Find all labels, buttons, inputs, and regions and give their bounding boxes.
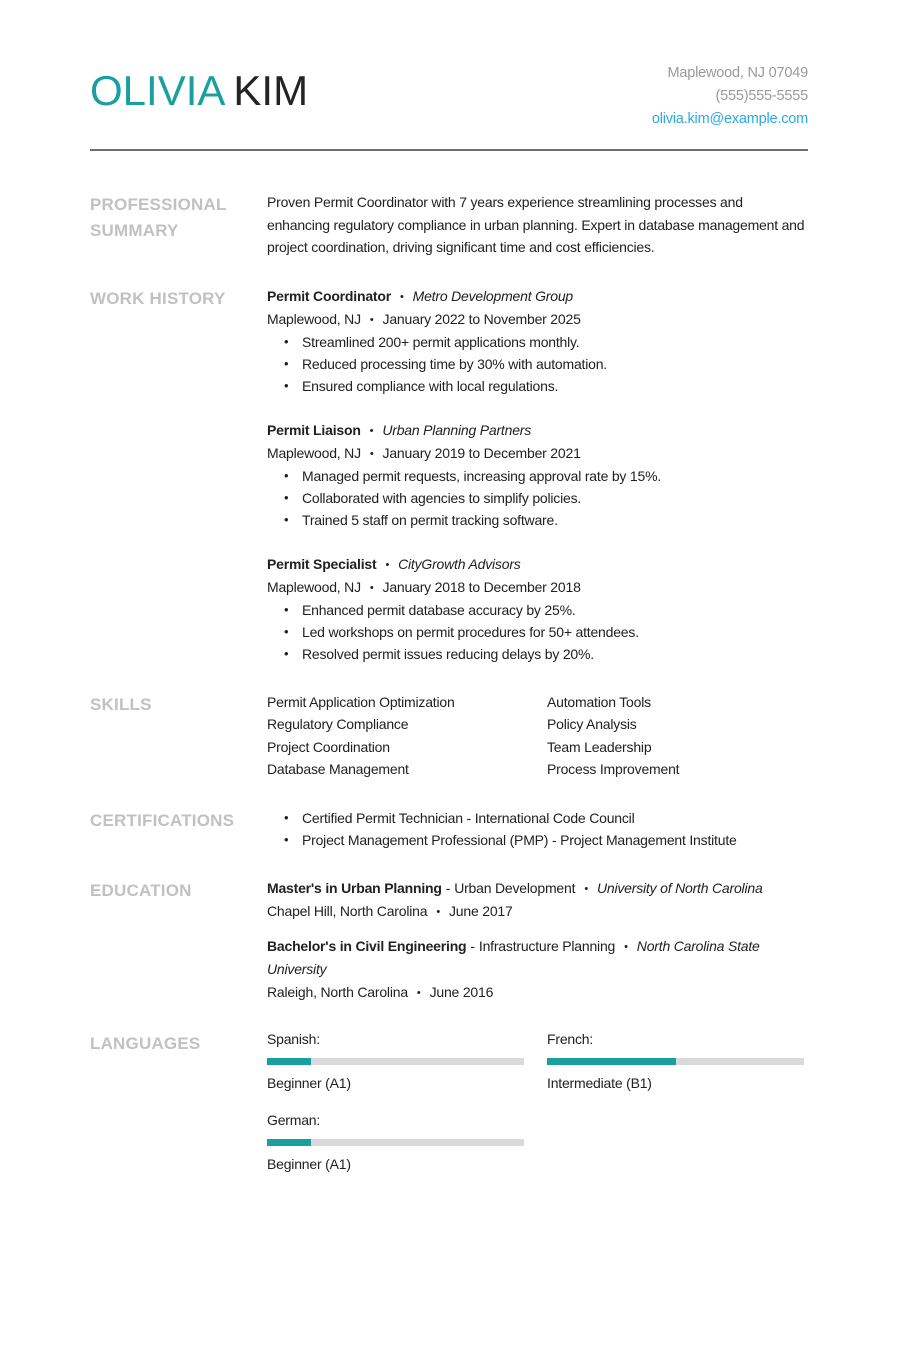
bullet-icon: • (284, 489, 289, 505)
language-level: Intermediate (B1) (547, 1075, 652, 1091)
skills-column-2 (547, 691, 808, 781)
education-entry (267, 935, 808, 1005)
job-location: Maplewood, NJ (267, 578, 361, 595)
contact-email-link[interactable]: olivia.kim@example.com (651, 111, 808, 127)
dot-separator: • (385, 558, 390, 571)
job-bullet (267, 375, 808, 397)
hyphen-separator: - (445, 879, 451, 896)
school-location: Chapel Hill, North Carolina (267, 903, 428, 919)
language-name: German: (267, 1112, 321, 1128)
section-label-work: WORK HISTORY (90, 288, 226, 308)
certification-text: Project Management Professional (PMP) - Project Management Institute (302, 831, 737, 848)
job-location: Maplewood, NJ (267, 444, 361, 461)
job-title: Permit Specialist (267, 555, 377, 572)
bullet-text: Streamlined 200+ permit applications monthly. (302, 333, 580, 350)
skills-grid (267, 691, 808, 781)
skill-item: Policy Analysis (547, 716, 637, 732)
bullet-text: Managed permit requests, increasing approval rate by 15%. (302, 467, 662, 484)
job-location: Maplewood, NJ (267, 310, 361, 327)
job-bullet (267, 465, 808, 487)
bullet-icon: • (284, 623, 289, 639)
dot-separator: • (369, 424, 374, 437)
field-of-study: Infrastructure Planning (478, 937, 616, 954)
job-company: CityGrowth Advisors (398, 555, 521, 572)
bullet-text: Led workshops on permit procedures for 50+ attendees. (302, 623, 639, 640)
job-bullet (267, 353, 808, 375)
bullet-icon: • (284, 601, 289, 617)
bullet-text: Trained 5 staff on permit tracking software. (302, 511, 558, 528)
job-entry (267, 553, 808, 665)
skill-item: Permit Application Optimization (267, 693, 455, 710)
language-name: French: (547, 1031, 594, 1047)
school: North Carolina State University (267, 937, 760, 977)
last-name: KIM (233, 67, 309, 114)
dot-separator: • (369, 313, 374, 326)
language-progress-bar (547, 1058, 804, 1065)
job-bullet (267, 509, 808, 531)
bullet-icon: • (284, 467, 289, 483)
section-education (90, 877, 808, 1005)
section-label-summary: PROFESSIONAL SUMMARY (90, 195, 227, 240)
dot-separator: • (436, 906, 440, 918)
bullet-icon: • (284, 377, 289, 393)
bullet-text: Ensured compliance with local regulations. (302, 377, 559, 394)
job-bullet (267, 331, 808, 353)
dot-separator: • (369, 447, 374, 460)
skill-item: Regulatory Compliance (267, 716, 409, 732)
resume-header (90, 60, 808, 131)
skill-item: Process Improvement (547, 761, 680, 777)
bullet-text: Resolved permit issues reducing delays by 20%. (302, 645, 594, 662)
section-label-languages: LANGUAGES (90, 1034, 201, 1053)
field-of-study: Urban Development (454, 879, 576, 896)
bullet-icon: • (284, 645, 289, 661)
section-work-history (90, 285, 808, 665)
job-entry (267, 419, 808, 531)
section-label-certifications: CERTIFICATIONS (90, 810, 235, 830)
education-entry (267, 877, 808, 924)
language-name: Spanish: (267, 1031, 320, 1047)
language-item-german (267, 1111, 524, 1173)
language-item-spanish (267, 1030, 524, 1092)
job-dates: January 2018 to December 2018 (382, 578, 581, 595)
dot-separator: • (399, 290, 404, 303)
skill-item: Automation Tools (547, 693, 651, 710)
summary-text: Proven Permit Coordinator with 7 years experience streamlining processes and enhancing regulatory compliance in urban planning. Expert in database management and project coordination, driving significant time and cost efficiencies. (267, 194, 805, 255)
bullet-text: Reduced processing time by 30% with automation. (302, 355, 607, 372)
certification-item (267, 807, 808, 829)
language-progress-fill (547, 1058, 676, 1065)
section-skills (90, 691, 808, 781)
job-dates: January 2022 to November 2025 (382, 310, 581, 327)
language-progress-bar (267, 1139, 524, 1146)
job-company: Urban Planning Partners (382, 421, 532, 438)
job-title: Permit Coordinator (267, 287, 391, 304)
certification-text: Certified Permit Technician - International Code Council (302, 809, 635, 826)
skill-item: Project Coordination (267, 738, 390, 755)
school: University of North Carolina (596, 879, 763, 896)
job-bullet (267, 643, 808, 665)
first-name: OLIVIA (90, 67, 226, 114)
section-label-education: EDUCATION (90, 880, 192, 900)
dot-separator: • (624, 940, 628, 953)
language-item-french (547, 1030, 804, 1092)
hyphen-separator: - (470, 937, 475, 954)
graduation-date: June 2016 (429, 983, 494, 1000)
dot-separator: • (369, 581, 374, 594)
skill-item: Team Leadership (547, 738, 652, 755)
language-level: Beginner (A1) (267, 1156, 351, 1172)
job-bullet (267, 487, 808, 509)
contact-location: Maplewood, NJ 07049 (667, 65, 808, 81)
job-bullet (267, 621, 808, 643)
school-location: Raleigh, North Carolina (267, 983, 408, 1000)
job-dates: January 2019 to December 2021 (382, 444, 581, 461)
bullet-text: Enhanced permit database accuracy by 25%. (302, 601, 576, 618)
dot-separator: • (584, 882, 588, 895)
bullet-icon: • (284, 333, 289, 349)
certification-item (267, 829, 808, 851)
bullet-text: Collaborated with agencies to simplify policies. (302, 489, 582, 506)
language-progress-bar (267, 1058, 524, 1065)
bullet-icon: • (284, 809, 289, 825)
job-bullet (267, 599, 808, 621)
job-entry (267, 285, 808, 397)
skill-item: Database Management (267, 761, 409, 777)
language-progress-fill (267, 1058, 311, 1065)
graduation-date: June 2017 (449, 903, 513, 919)
contact-block (652, 62, 808, 131)
bullet-icon: • (284, 511, 289, 527)
header-divider (90, 149, 808, 151)
section-certifications (90, 807, 808, 851)
bullet-icon: • (284, 355, 289, 371)
degree: Bachelor's in Civil Engineering (267, 937, 467, 954)
job-company: Metro Development Group (412, 287, 573, 304)
section-languages (90, 1030, 808, 1173)
language-level: Beginner (A1) (267, 1075, 351, 1091)
section-professional-summary (90, 191, 808, 259)
job-title: Permit Liaison (267, 421, 361, 438)
language-progress-fill (267, 1139, 311, 1146)
contact-phone: (555)555-5555 (715, 88, 808, 104)
bullet-icon: • (284, 831, 289, 847)
section-label-skills: SKILLS (90, 694, 152, 714)
skills-column-1 (267, 691, 547, 781)
candidate-name (90, 68, 308, 114)
degree: Master's in Urban Planning (267, 879, 442, 896)
languages-grid (267, 1030, 808, 1173)
dot-separator: • (416, 986, 421, 999)
